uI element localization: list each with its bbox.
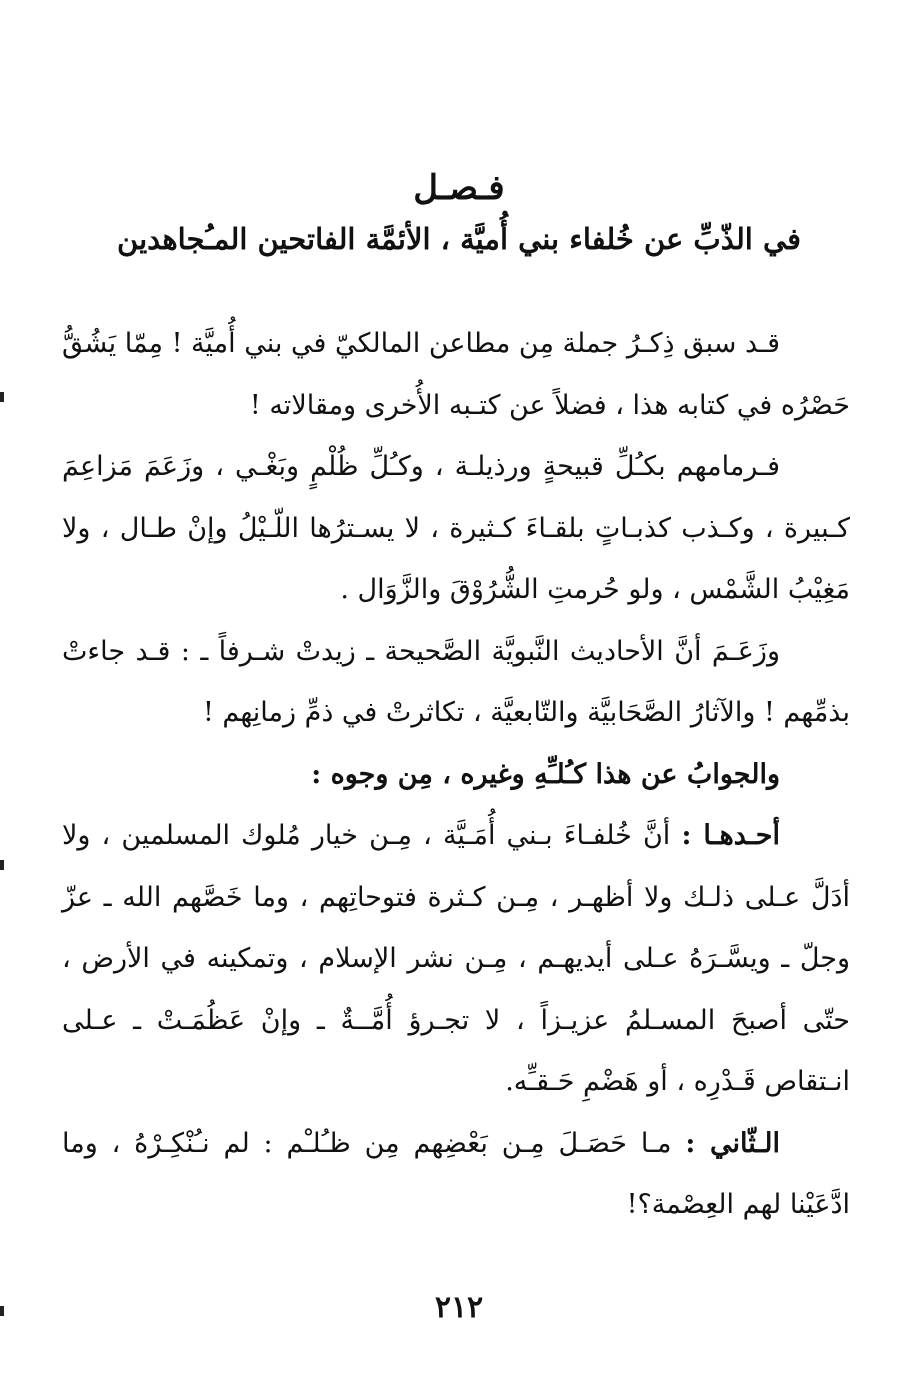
margin-mark <box>0 860 4 870</box>
page-number: ٢١٢ <box>434 1290 484 1325</box>
paragraph-4-lead: والجوابُ عن هذا كـُلـِّهِ وغيره ، مِن وجوه : <box>311 758 780 790</box>
body-text <box>62 313 850 1236</box>
paragraph-6 <box>62 1113 850 1236</box>
paragraph-3 <box>62 621 850 744</box>
paragraph-6-text: مـا حَصَـلَ مِـن بَعْضِهم مِن ظـُلـْم : لم نـُنْكِـرْهُ ، وما ادَّعَيْنا لهم العِصْمة؟! <box>62 1127 850 1220</box>
paragraph-5-lead: أحـدهـا : <box>681 820 780 851</box>
paragraph-3-text: وزَعَـمَ أنَّ الأحاديث النَّبويَّة الصَّحيحة ـ زيدتْ شـرفاً ـ : قـد جاءتْ بذمِّهم ! والآثارُ الصَّحَابيَّة والتّابعيَّة ، تكاثرتْ في ذمِّ زمانِهم ! <box>62 635 850 728</box>
margin-mark <box>0 1306 4 1316</box>
paragraph-4 <box>62 744 850 806</box>
section-subtitle: في الذّبِّ عن خُلفاء بني أُميَّة ، الأئمَّة الفاتحين المـُجاهدين <box>117 222 801 256</box>
paragraph-2 <box>62 436 850 621</box>
paragraph-2-text: فـرمامهم بكـُلِّ قبيحةٍ ورذيلـة ، وكـُلِّ ظُلْمٍ وبَغْـي ، وزَعَمَ مَزاعِمَ كـبيرة ، وكـذب كذبـاتٍ بلقـاءَ كـثيرة ، لا يسـترُها اللّـيْلُ وإنْ طـال ، ولا مَغِيْبُ الشَّمْس ، ولو حُرمتِ الشُّرُوْقَ والزَّوَال . <box>62 451 850 605</box>
paragraph-1-text: قـد سبق ذِكـرُ جملة مِن مطاعن المالكيّ في بني أُميَّة ! مِمّا يَشُقُّ حَصْرُه في كتابه هذا ، فضلاً عن كتـبه الأُخرى ومقالاته ! <box>62 328 850 421</box>
paragraph-6-lead: الـثّاني : <box>685 1127 780 1159</box>
paragraph-5 <box>62 805 850 1113</box>
margin-mark <box>0 392 4 402</box>
paragraph-5-text: أنَّ خُلفـاءَ بـني أُمَـيَّة ، مِـن خيار مُلوك المسلمين ، ولا أدَلَّ عـلى ذلـك ولا أظهـر ، مِـن كـثرة فتوحاتِهم ، وما خَصَّهم الله ـ عزّ وجلّ ـ ويسَّـرَهُ عـلى أيديهـم ، مِـن نشر الإسلام ، وتمكينه في الأرض ، حتّى أصبحَ المسـلمُ عزيـزاً ، لا تجـرؤ أُمَّــةٌ ـ وإنْ عَظُمَـتْ ـ عـلى انـتقاص قَـدْرِه ، أو هَضْمِ حَـقـِّه. <box>62 820 850 1097</box>
section-heading: فـصـل <box>413 168 505 208</box>
paragraph-1 <box>62 313 850 436</box>
